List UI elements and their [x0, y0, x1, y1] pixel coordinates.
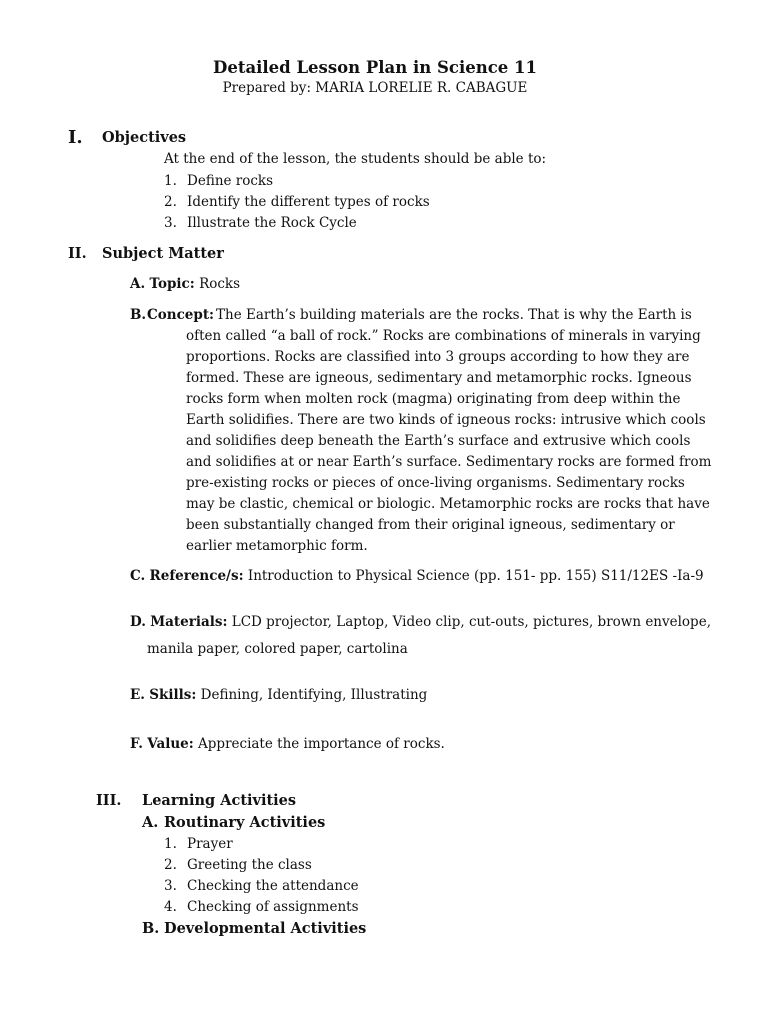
- concept-label: Concept:: [147, 307, 215, 323]
- topic-label: Topic:: [149, 276, 195, 292]
- value-label: Value:: [147, 736, 194, 752]
- list-item-number: 3.: [164, 878, 177, 894]
- objectives-intro: At the end of the lesson, the students should be able to:: [164, 151, 547, 167]
- reference-label: Reference/s:: [149, 568, 244, 584]
- list-item: Checking of assignments: [187, 899, 359, 915]
- topic-value: Rocks: [199, 276, 241, 292]
- skills-label: Skills:: [149, 687, 197, 703]
- reference-letter: C.: [130, 568, 146, 584]
- list-item-number: 1.: [164, 836, 177, 852]
- list-item-number: 3.: [164, 215, 177, 231]
- document-title: Detailed Lesson Plan in Science 11: [213, 58, 537, 77]
- reference-value: Introduction to Physical Science (pp. 151- pp. 155) S11/12ES -Ia-9: [247, 568, 704, 584]
- concept-line: may be clastic, chemical or biologic. Metamorphic rocks are rocks that have: [186, 496, 710, 512]
- subsection-letter-developmental: B.: [142, 920, 160, 937]
- subsection-heading-developmental: Developmental Activities: [164, 920, 367, 937]
- skills-value: Defining, Identifying, Illustrating: [200, 687, 428, 703]
- list-item: Illustrate the Rock Cycle: [187, 215, 357, 231]
- list-item-number: 2.: [164, 194, 177, 210]
- materials-letter: D.: [130, 614, 146, 630]
- concept-line: pre-existing rocks or pieces of once-living organisms. Sedimentary rocks: [186, 475, 685, 491]
- list-item: Identify the different types of rocks: [187, 194, 430, 210]
- section-heading-objectives: Objectives: [102, 129, 187, 146]
- list-item: Prayer: [187, 836, 233, 852]
- prepared-by: Prepared by: MARIA LORELIE R. CABAGUE: [222, 80, 528, 96]
- materials-value-continued: manila paper, colored paper, cartolina: [147, 641, 408, 657]
- concept-line: earlier metamorphic form.: [186, 538, 368, 554]
- section-heading-learning-activities: Learning Activities: [142, 792, 297, 809]
- skills-letter: E.: [130, 687, 145, 703]
- list-item-number: 4.: [164, 899, 177, 915]
- value-letter: F.: [130, 736, 143, 752]
- concept-line: Earth solidifies. There are two kinds of igneous rocks: intrusive which cools: [186, 412, 706, 428]
- concept-line: and solidifies deep beneath the Earth’s surface and extrusive which cools: [186, 433, 691, 449]
- list-item: Greeting the class: [187, 857, 312, 873]
- concept-letter: B.: [130, 307, 147, 323]
- materials-row: [130, 614, 711, 630]
- section-numeral-learning-activities: III.: [96, 792, 122, 809]
- subsection-letter-routinary: A.: [142, 814, 159, 831]
- concept-line: and solidifies at or near Earth’s surface. Sedimentary rocks are formed from: [186, 454, 712, 470]
- list-item-number: 2.: [164, 857, 177, 873]
- concept-line: been substantially changed from their original igneous, sedimentary or: [186, 517, 675, 533]
- concept-line: proportions. Rocks are classified into 3 groups according to how they are: [186, 349, 690, 365]
- value-row: [130, 736, 445, 752]
- topic-letter: A.: [130, 276, 146, 292]
- materials-value: LCD projector, Laptop, Video clip, cut-outs, pictures, brown envelope,: [231, 614, 711, 630]
- list-item: Define rocks: [187, 173, 274, 189]
- subsection-heading-routinary: Routinary Activities: [164, 814, 326, 831]
- concept-line: The Earth’s building materials are the rocks. That is why the Earth is: [216, 307, 692, 323]
- topic-row: [130, 276, 240, 292]
- reference-row: [130, 568, 704, 584]
- list-item: Checking the attendance: [187, 878, 359, 894]
- concept-line: formed. These are igneous, sedimentary and metamorphic rocks. Igneous: [186, 370, 692, 386]
- materials-label: Materials:: [150, 614, 228, 630]
- value-value: Appreciate the importance of rocks.: [198, 736, 445, 752]
- section-numeral-objectives: I.: [68, 127, 83, 148]
- concept-line: rocks form when molten rock (magma) originating from deep within the: [186, 391, 681, 407]
- skills-row: [130, 687, 427, 703]
- concept-line: often called “a ball of rock.” Rocks are combinations of minerals in varying: [186, 328, 701, 344]
- list-item-number: 1.: [164, 173, 177, 189]
- section-heading-subject-matter: Subject Matter: [102, 245, 224, 262]
- section-numeral-subject-matter: II.: [68, 245, 87, 262]
